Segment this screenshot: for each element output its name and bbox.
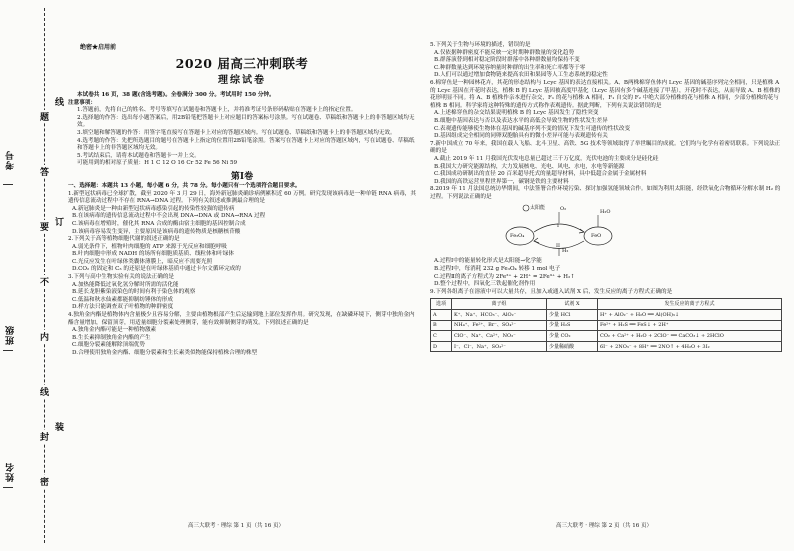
option: A.独角金内酯可能是一种植物激素	[72, 327, 157, 334]
seal-word: 题	[39, 110, 50, 123]
margin-word: 订	[54, 215, 65, 228]
option: C.表观遗传能够使生物体在基因的碱基序列不变的情况下发生可遗传的性状改变	[434, 125, 631, 132]
cycle-diagram	[500, 202, 640, 257]
table-cell: H⁺ + AlO₂⁻ + H₂O ══ Al(OH)₃↓	[598, 310, 782, 321]
table-row	[431, 320, 782, 331]
option: B.细胞中基因表达与否以及表达水平的高低会导致生物的性状发生差异	[434, 117, 608, 124]
option: B.叶肉细胞中形成 NADH 的场所有细胞质基质、线粒体和叶绿体	[72, 251, 234, 258]
table-cell: 少量 HCl	[547, 310, 598, 321]
table-cell: 少量 H₂S	[547, 320, 598, 331]
sun-icon	[523, 205, 529, 211]
option: D.样方法只能调查双子叶植物的种群密度	[72, 304, 174, 311]
exam-no-blank	[3, 184, 13, 185]
h2-label: H₂	[562, 248, 569, 255]
question-8	[430, 186, 784, 289]
exam-subtitle: 理综试卷	[218, 75, 266, 86]
option: B.生长素抑制独角金内酯的产生	[72, 334, 151, 341]
question-stem: 2.下列关于高等植物细胞代谢的叙述正确的是	[68, 236, 180, 243]
option: D.该病毒容易发生变异，主要原因是该病毒的遗传物质是核糖核苷酸	[72, 228, 241, 235]
option: D.我国的高铁运营里程世界第一，碳钢是铁的主要材料	[434, 178, 569, 185]
option: B.在该病毒的遗传信息流动过程中不会出现 DNA→DNA 或 DNA→RNA 过程	[72, 213, 266, 220]
question-1	[68, 191, 416, 237]
right-column	[430, 42, 784, 352]
option: B.群落演替到相对稳定阶段时群落中各种群数量均保持不变	[434, 57, 580, 64]
option: D.CO₂ 的固定和 C₃ 的还原是在叶绿体基质中通过卡尔文循环完成的	[72, 266, 241, 273]
seal-word: 线	[39, 385, 50, 398]
left-column	[68, 92, 416, 358]
question-4	[68, 312, 416, 358]
name-blank	[3, 487, 13, 488]
table-cell: Fe²⁺ + H₂S ══ FeS↓ + 2H⁺	[598, 320, 782, 331]
table-cell: 少量稀硝酸	[547, 341, 598, 352]
question-7	[430, 141, 784, 187]
name-label: 姓名	[6, 462, 16, 482]
ion-reaction-table	[430, 298, 782, 352]
table-header: 离子组	[452, 299, 547, 310]
page-footer-left: 高三大联考 · 理综 第 1 页（共 16 页）	[188, 523, 284, 529]
option: B.过程Ⅰ中，每消耗 232 g Fe₃O₄ 转移 1 mol 电子	[434, 266, 561, 273]
option: A.仅依据种群密度不能反映一定时期种群数量的变化趋势	[434, 49, 575, 56]
option: C.种群数量达到环境容纳量时种群的出生率和死亡率都等于零	[434, 64, 586, 71]
table-cell: 6I⁻ + 2NO₃⁻ + 8H⁺ ══ 2NO↑ + 4H₂O + 3I₂	[598, 341, 782, 352]
question-6	[430, 80, 784, 141]
question-5	[430, 42, 784, 80]
option: A.加热能降低过氧化氢分解时所需的活化能	[72, 281, 179, 288]
note-item: 2.选择题的作答：选出每小题答案后，用2B铅笔把答题卡上对应题目的答案标号涂黑。写在试题卷、草稿纸和答题卡上的非答题区域均无效。	[77, 114, 415, 129]
option: C.低温和秋水仙素都能抑制纺锤体的形成	[72, 296, 173, 303]
table-cell: A	[431, 310, 452, 321]
note-item: 1.答题前，先将自己的姓名、考号等填写在试题卷和答题卡上，并将准考证号条形码粘贴在答题卡上的指定位置。	[77, 107, 357, 114]
question-stem: 8.2019 年 11 月法国总统访华期间，中法签署合作环境污染、探讨加强氢能领域合作。如图为利用太阳能，经铁氧化合物循环分解水制 H₂ 的过程。下列说法正确的是	[430, 186, 781, 200]
option: C.细胞分裂素能解除顶端优势	[72, 342, 145, 349]
question-2	[68, 236, 416, 274]
question-9	[430, 289, 784, 353]
margin-word: 线	[54, 95, 65, 108]
question-stem: 6.棉穿鱼是一种园林花卉，其花的形态结构与 Lcyc 基因的表达直接相关。A、B两株棉穿鱼体内 Lcyc 基因的碱基序列完全相同，只是植株 A 的 Lcyc 基因在开花时表达，植株 B 的 Lcyc 基因被高度甲基化（Lcyc 基因有多个碱基连接了甲基），开花时不表达，从而导致 A、B 植株的花形明显不同。将 A、B 植株作亲本进行杂交，F₁ 的花与植株 A 相同，F₁ 自交的 F₂ 中绝大部分植株的花与植株 A 相同，少部分植株的花与植株 B 相同。科学家将这种特殊的遗传方式称作表观遗传。据此判断，下列有关说法错误的是	[430, 79, 781, 109]
page-footer-right: 高三大联考 · 理综 第 2 页（共 16 页）	[556, 523, 652, 529]
option: C.我国成功研制出的直径 20 百米超导托式的量超导材料，具中低超合金属于金属材料	[434, 171, 647, 178]
option: C.光反应发生在叶绿体类囊体薄膜上，暗反应不需要光照	[72, 258, 213, 265]
option: A.截止 2019 年 11 月我国光伏发电总量已超过三千万亿度，光伏电池的主要成分是硅化硅	[434, 155, 659, 162]
table-row	[431, 310, 782, 321]
option: C.过程Ⅱ的离子方程式为 2Fe²⁺ + 2H⁺ = 2Fe³⁺ + H₂↑	[434, 273, 575, 280]
seal-word: 答	[39, 165, 50, 178]
option: A.过程Ⅰ中的能量转化形式是太阳能→化学能	[434, 258, 542, 265]
process-1-label: I	[557, 223, 559, 230]
table-cell: ClO⁻、Na⁺、Ca²⁺、NO₃⁻	[452, 331, 547, 342]
option: D.基因组成完全相同的同卵双胞胎具有的微小差异可能与表观遗传有关	[434, 133, 608, 140]
secret-mark: 绝密★启用前	[80, 44, 117, 51]
seal-word: 封	[39, 430, 50, 443]
intro-text: 本试卷共 16 页，38 题(含选考题)。全卷满分 300 分。考试用时 150 分钟。	[77, 92, 275, 98]
notes-title: 注意事项：	[68, 99, 96, 106]
option: D.整个过程中，四氧化三铁起催化剂作用	[434, 281, 536, 288]
question-stem: 5.下列关于生物与环境的描述，错误的是	[430, 42, 531, 48]
feo-node: FeO	[591, 233, 602, 240]
question-stem: 1.新型冠状病毒已全球扩散，截至 2020 年 3 月 29 日，海外新冠肺炎确诊病例累积近 60 万例。研究发现该病毒是一种单链 RNA 病毒，其遗传信息流动过程中不存在 RNA→DNA 过程。下列有关叙述或推测最合理的是	[68, 190, 416, 205]
exam-no-label: 考号	[6, 150, 16, 170]
class-label: 班级	[6, 325, 16, 345]
option: A.新冠肺炎是一种由新型冠状病毒感染引起的传染性较强的遗传病	[72, 205, 235, 212]
binding-strip	[0, 0, 66, 551]
table-row	[431, 341, 782, 352]
option: A.上述棉穿鱼的杂交结果说明植株 B 的 Lcyc 基因发生了隐性突变	[434, 110, 599, 117]
note-item: 3.填空题和解答题的作答：用签字笔直接写在答题卡上对应的答题区域内。写在试题卷、草稿纸和答题卡上的非答题区域均无效。	[77, 129, 396, 136]
table-header: 发生反应的离子方程式	[598, 299, 782, 310]
question-stem: 4.独角金内酯是植物体内含量极少且容易分解，主要由植物根部产生后运输到地上部位发挥作用。研究发现，在缺磷环境下，侧芽中独角金内酯含量增加，保留顶芽，用适量细胞分裂素处理侧芽，能有效抑制侧芽的萌发。下列叙述正确的是	[68, 312, 415, 326]
question-3	[68, 274, 416, 312]
process-2-label: II	[556, 243, 560, 250]
table-header-row	[431, 299, 782, 310]
question-stem: 7.新中国成立 70 年来，我国在载人飞船、北斗卫星、高铁、5G 技术等领域取得了举世瞩目的成就。它们均与化学有着密切联系。下列说法正确的是	[430, 140, 781, 155]
option: A.弱光条件下，植物叶肉细胞的 ATP 来源于光反应和细胞呼吸	[72, 243, 227, 250]
table-cell: C	[431, 331, 452, 342]
seal-word: 内	[39, 330, 50, 343]
margin-word: 装	[54, 420, 65, 433]
table-cell: CO₂ + Ca²⁺ + H₂O + 2ClO⁻ ══ CaCO₃↓ + 2HClO	[598, 331, 782, 342]
option: C.该病毒在增殖时，催化其 RNA 合成的酶由宿主细胞的基因控制合成	[72, 220, 246, 227]
table-cell: D	[431, 341, 452, 352]
seal-word: 要	[39, 220, 50, 233]
class-blank	[3, 350, 13, 351]
note-item: 4.选考题的作答：先把所选题目的题号在答题卡上指定的位置用2B铅笔涂黑。答案写在答题卡上对应的答题区域内，写在试题卷、草稿纸和答题卡上的非答题区域均无效。	[77, 137, 415, 152]
option: D.人们可以通过增加食物链来提高农田和果园等人工生态系统的稳定性	[434, 72, 608, 79]
question-stem: 9.下列各组离子在溶液中可以大量共存，且加入或通入试剂 X 后，发生反应的离子方程式正确的是	[430, 288, 673, 295]
table-header: 试剂 X	[547, 299, 598, 310]
h2o-label: H₂O	[600, 209, 611, 216]
seal-word: 密	[39, 475, 50, 488]
table-cell: B	[431, 320, 452, 331]
exam-title: 2020 届高三冲刺联考	[175, 56, 309, 71]
table-row	[431, 331, 782, 342]
option: B.我国大力研究能源结构，大力发展核电、光电、风电、水电，水电等新能源	[434, 163, 625, 170]
table-header: 选项	[431, 299, 452, 310]
option: D.合理使用独角金内酯、细胞分裂素和生长素类似物能保持植株合理的株型	[72, 350, 258, 356]
table-cell: NH₄⁺、Fe²⁺、Br⁻、SO₄²⁻	[452, 320, 547, 331]
section-title: 一、选择题：本题共 13 小题，每小题 6 分，共 78 分。每小题只有一个选项符合题目要求。	[68, 182, 301, 189]
table-cell: K⁺、Na⁺、HCO₃⁻、AlO₂⁻	[452, 310, 547, 321]
note-item: 5.考试结束后，请将本试题卷和答题卡一并上交。	[77, 152, 200, 159]
part-title: 第Ⅰ卷	[230, 171, 254, 182]
atomic-mass-note: 可能用到的相对原子质量：H 1 C 12 O 16 Cr 52 Fe 56 Ni 59	[77, 160, 238, 167]
table-cell: I⁻、Cl⁻、Na⁺、SO₃²⁻	[452, 341, 547, 352]
iron-oxide-cycle-figure	[500, 202, 640, 257]
sun-label: 太阳能	[530, 205, 546, 212]
fe3o4-node: Fe₃O₄	[510, 233, 525, 240]
option: B.延长龙胆紫染液染色的时间有利于染色体的观察	[72, 289, 196, 296]
table-cell: 少量 CO₂	[547, 331, 598, 342]
o2-label: O₂	[560, 206, 567, 213]
seal-word: 不	[39, 275, 50, 288]
question-stem: 3.下列与高中生物实验有关的说法正确的是	[68, 274, 175, 281]
